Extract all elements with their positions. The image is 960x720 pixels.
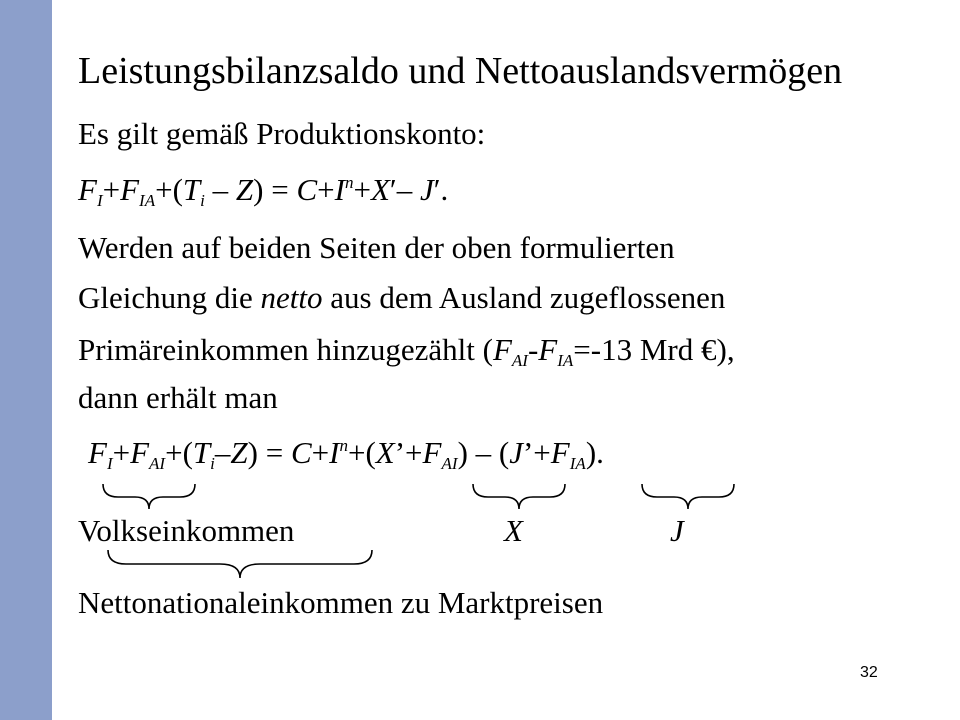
slide-title: Leistungsbilanzsaldo und Nettoauslandsvermögen — [78, 50, 843, 92]
label-j: J — [670, 513, 684, 548]
equation-1: $F_I+F_{IA}+(T_i - Z) = C+I^n+X'-$ J′. — [78, 172, 449, 210]
label-nettonationaleinkommen: Nettonationaleinkommen zu Marktpreisen — [78, 585, 604, 620]
emphasis-netto: netto — [260, 280, 323, 315]
brace-nettonationaleinkommen — [108, 550, 372, 578]
brace-x — [473, 484, 565, 509]
label-volkseinkommen: Volkseinkommen — [78, 513, 295, 548]
brace-j — [642, 484, 734, 509]
intro-line: Es gilt gemäß Produktionskonto: — [78, 116, 486, 151]
brace-volkseinkommen — [103, 484, 195, 509]
label-x: X — [504, 513, 523, 548]
equation-2: $F_I+F_{AI}+(T_i-Z)$ = $C+I^n+(X’+F_{AI})$ – $(J’+F_{IA})$. — [88, 435, 604, 473]
page-number: 32 — [860, 664, 878, 681]
paragraph-line-3: Primäreinkommen hinzugezählt ($F_{AI}-F_{IA}=-13$ Mrd €), — [78, 332, 735, 370]
paragraph-line-2: Gleichung die netto aus dem Ausland zugeflossenen — [78, 280, 726, 315]
paragraph-line-4: dann erhält man — [78, 380, 278, 415]
net-primary-income-value: =-13 Mrd €), — [573, 332, 735, 367]
paragraph-line-1: Werden auf beiden Seiten der oben formulierten — [78, 230, 675, 265]
